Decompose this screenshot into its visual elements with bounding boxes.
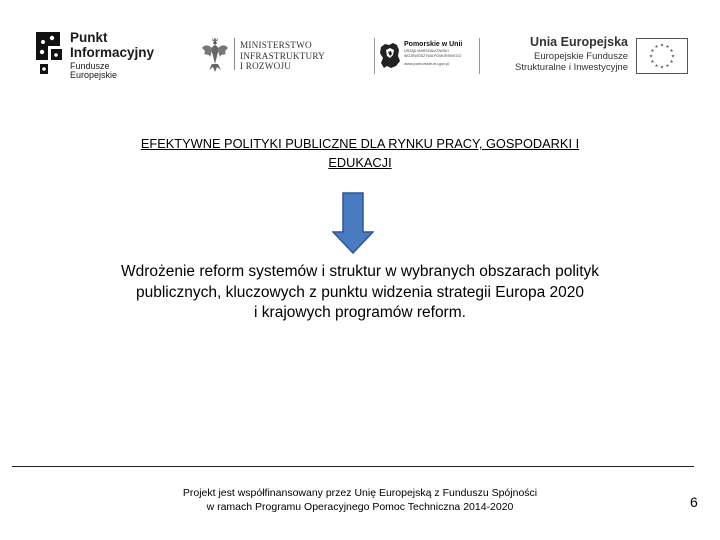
header-logos (0, 0, 720, 110)
ministry-logo-separator (234, 38, 235, 70)
slide-title (90, 134, 630, 172)
punkt-logo-line3: Fundusze Europejskie (70, 61, 118, 80)
pomorskie-logo-line3: WOJEWÓDZTWA POMORSKIEGO (404, 53, 462, 58)
eu-flag-star (660, 65, 663, 68)
pomorskie-logo-line1: Pomorskie w Unii (404, 41, 463, 48)
slide-title-line2: EDUKACJI (328, 155, 392, 170)
eu-flag-star (651, 60, 654, 63)
punkt-logo-line1: Punkt (70, 30, 108, 45)
eu-flag-star (655, 45, 658, 48)
ministry-logo-line1: MINISTERSTWO (240, 40, 312, 50)
slide-body-line2: publicznych, kluczowych z punktu widzenia strategii Europa 2020 (135, 283, 585, 301)
eu-flag-star (649, 54, 652, 57)
page-number: 6 (690, 494, 698, 510)
pomorskie-logo-line4: www.pomorskie.eu.gov.pl (404, 61, 450, 67)
eu-flag-star (671, 54, 674, 57)
ministry-logo-line2: INFRASTRUKTURY (240, 50, 325, 61)
eu-flag-star (660, 43, 663, 46)
punkt-logo-line2: Informacyjny (70, 44, 155, 60)
eu-logo-line3: Strukturalne i Inwestycyjne (515, 62, 628, 73)
ministry-logo (200, 36, 340, 76)
eu-logo-line2: Europejskie Fundusze (534, 50, 628, 62)
footer-divider (12, 466, 694, 467)
eu-flag-star (655, 64, 658, 67)
footer-line2: w ramach Programu Operacyjnego Pomoc Techniczna 2014-2020 (206, 501, 514, 513)
slide-body-line1: Wdrożenie reform systemów i struktur w wybranych obszarach polityk (120, 263, 600, 280)
slide-body-line3: i krajowych programów reform. (254, 304, 466, 321)
eu-flag-icon (636, 38, 688, 74)
pomorskie-region-map-icon (379, 41, 401, 71)
polish-eagle-emblem-icon (200, 36, 230, 74)
slide-body (70, 262, 650, 324)
eu-flag-star (666, 45, 669, 48)
pomorskie-logo-line2: URZĄD MARSZAŁKOWSKI (404, 48, 449, 53)
eu-flag-star (670, 49, 673, 52)
eu-logo-line1: Unia Europejska (530, 35, 628, 49)
down-arrow-icon (332, 192, 374, 254)
eu-flag-star (666, 64, 669, 67)
punkt-informacyjny-logo-icon (34, 30, 64, 76)
punkt-informacyjny-logo (34, 30, 154, 78)
eu-flag-star (651, 49, 654, 52)
footer-note (120, 486, 600, 514)
slide-title-line1: EFEKTYWNE POLITYKI PUBLICZNE DLA RYNKU PRACY, GOSPODARKI I (140, 136, 580, 151)
footer-line1: Projekt jest współfinansowany przez Unię Europejską z Funduszu Spójności (182, 487, 538, 499)
eu-flag-star (670, 60, 673, 63)
ministry-logo-line3: I ROZWOJU (240, 61, 292, 71)
pomorskie-logo (374, 38, 480, 74)
eu-logo (515, 35, 692, 78)
